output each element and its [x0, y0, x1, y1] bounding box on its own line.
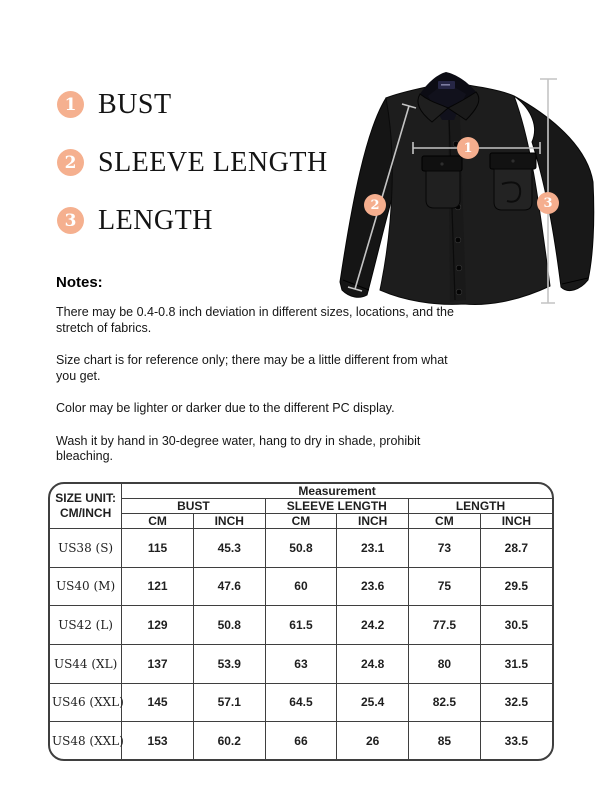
bust-group-header: BUST	[122, 499, 265, 514]
size-table	[48, 482, 554, 761]
value-cell: 75	[409, 567, 481, 606]
value-cell: 28.7	[480, 529, 552, 568]
value-cell: 82.5	[409, 683, 481, 722]
value-cell: 31.5	[480, 644, 552, 683]
value-cell: 63	[265, 644, 337, 683]
measurement-legend	[57, 88, 328, 265]
value-cell: 45.3	[193, 529, 265, 568]
table-row-us42	[50, 606, 552, 645]
value-cell: 33.5	[480, 722, 552, 759]
legend-label-length: LENGTH	[98, 204, 213, 236]
unit-header: CM	[122, 514, 194, 529]
value-cell: 30.5	[480, 606, 552, 645]
value-cell: 60	[265, 567, 337, 606]
value-cell: 64.5	[265, 683, 337, 722]
note-wash: Wash it by hand in 30-degree water, hang to dry in shade, prohibit bleaching.	[56, 433, 421, 463]
value-cell: 24.2	[337, 606, 409, 645]
measurement-header: Measurement	[122, 484, 552, 499]
notes-title: Notes:	[56, 274, 103, 291]
legend-label-sleeve-length: SLEEVE LENGTH	[98, 146, 328, 178]
size-cell: US46 (XXL)	[50, 683, 122, 722]
value-cell: 77.5	[409, 606, 481, 645]
product-photo	[336, 52, 600, 312]
unit-header: CM	[409, 514, 481, 529]
value-cell: 61.5	[265, 606, 337, 645]
value-cell: 80	[409, 644, 481, 683]
table-row-us46	[50, 683, 552, 722]
number-2-badge: 2	[57, 149, 84, 176]
unit-header: INCH	[337, 514, 409, 529]
sleeve-length-marker: 2	[364, 194, 386, 216]
size-cell: US48 (XXL)	[50, 722, 122, 759]
size-cell: US42 (L)	[50, 606, 122, 645]
length-group-header: LENGTH	[409, 499, 552, 514]
size-unit-header: SIZE UNIT:CM/INCH	[50, 484, 122, 529]
value-cell: 53.9	[193, 644, 265, 683]
number-1-badge: 1	[57, 91, 84, 118]
value-cell: 26	[337, 722, 409, 759]
note-color: Color may be lighter or darker due to the different PC display.	[56, 401, 395, 415]
value-cell: 60.2	[193, 722, 265, 759]
length-marker: 3	[537, 192, 559, 214]
value-cell: 73	[409, 529, 481, 568]
value-cell: 121	[122, 567, 194, 606]
unit-header: CM	[265, 514, 337, 529]
size-cell: US44 (XL)	[50, 644, 122, 683]
value-cell: 115	[122, 529, 194, 568]
table-row-us44	[50, 644, 552, 683]
value-cell: 145	[122, 683, 194, 722]
notes-section	[56, 274, 458, 482]
value-cell: 29.5	[480, 567, 552, 606]
unit-header: INCH	[480, 514, 552, 529]
value-cell: 85	[409, 722, 481, 759]
legend-label-bust: BUST	[98, 88, 172, 120]
value-cell: 24.8	[337, 644, 409, 683]
value-cell: 153	[122, 722, 194, 759]
size-cell: US38 (S)	[50, 529, 122, 568]
note-reference: Size chart is for reference only; there may be a little different from what you get.	[56, 353, 448, 383]
value-cell: 23.6	[337, 567, 409, 606]
note-deviation: There may be 0.4-0.8 inch deviation in different sizes, locations, and the stretch of fabrics.	[56, 305, 454, 335]
value-cell: 137	[122, 644, 194, 683]
value-cell: 25.4	[337, 683, 409, 722]
unit-header: INCH	[193, 514, 265, 529]
value-cell: 23.1	[337, 529, 409, 568]
table-row-us48	[50, 722, 552, 759]
bust-marker: 1	[457, 137, 479, 159]
legend-item-length	[57, 204, 328, 236]
value-cell: 129	[122, 606, 194, 645]
jacket-illustration	[336, 52, 600, 312]
value-cell: 57.1	[193, 683, 265, 722]
table-row-us38	[50, 529, 552, 568]
number-3-badge: 3	[57, 207, 84, 234]
table-row-us40	[50, 567, 552, 606]
value-cell: 50.8	[265, 529, 337, 568]
legend-item-bust	[57, 88, 328, 120]
legend-item-sleeve-length	[57, 146, 328, 178]
value-cell: 32.5	[480, 683, 552, 722]
value-cell: 66	[265, 722, 337, 759]
size-cell: US40 (M)	[50, 567, 122, 606]
value-cell: 47.6	[193, 567, 265, 606]
value-cell: 50.8	[193, 606, 265, 645]
sleeve-length-group-header: SLEEVE LENGTH	[265, 499, 408, 514]
